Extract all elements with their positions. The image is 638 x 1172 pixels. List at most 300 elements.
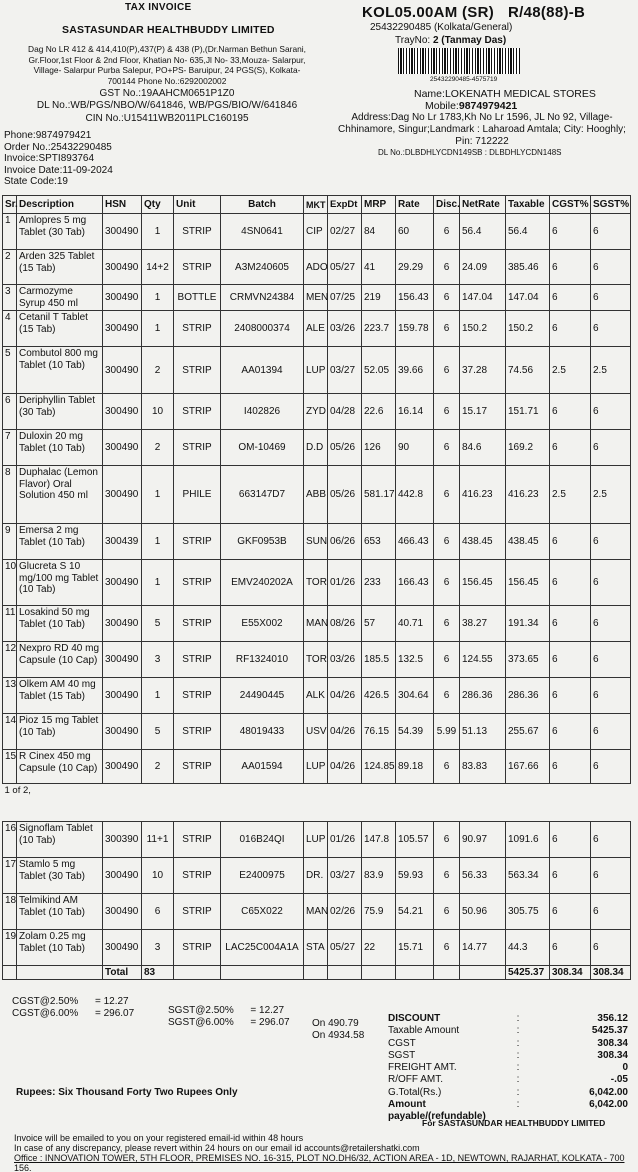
table-cell: 304.64: [396, 678, 434, 714]
invoice-info: [4, 130, 113, 188]
table-cell: CIP: [304, 214, 328, 250]
table-cell: 6: [434, 750, 460, 784]
barcode-image: [398, 48, 520, 74]
table-row: [3, 606, 631, 642]
table-cell: CRMVN24384: [221, 285, 304, 311]
table-cell: 3: [142, 930, 174, 966]
summary-label: FREIGHT AMT.: [388, 1062, 457, 1074]
table-cell: 223.7: [362, 311, 396, 347]
table-cell: 59.93: [396, 858, 434, 894]
table-cell: 84.6: [460, 430, 506, 466]
customer-dl: DL No.:DLBDHLYCDN149SB : DLBDHLYCDN148S: [378, 148, 562, 157]
table-cell: 1: [142, 524, 174, 560]
table-cell: GKF0953B: [221, 524, 304, 560]
table-cell: 6: [550, 560, 591, 606]
table-cell: 147.04: [506, 285, 550, 311]
column-header: HSN: [103, 196, 142, 214]
summary-value: 308.34: [597, 1037, 628, 1049]
table-cell: ADO: [304, 250, 328, 285]
summary-label: Amount payable/(refundable): [388, 1099, 486, 1123]
table-cell: 156.43: [396, 285, 434, 311]
table-cell: 385.46: [506, 250, 550, 285]
table-row: [3, 347, 631, 394]
summary-value: 308.34: [597, 1049, 628, 1061]
table-cell: Signoflam Tablet (10 Tab): [17, 822, 103, 858]
table-cell: 6: [591, 606, 631, 642]
table-cell: 1091.6: [506, 822, 550, 858]
table-cell: 300490: [103, 250, 142, 285]
table-cell: 37.28: [460, 347, 506, 394]
table-row: [3, 214, 631, 250]
table-cell: 08/26: [328, 606, 362, 642]
table-cell: Emersa 2 mg Tablet (10 Tab): [17, 524, 103, 560]
table-cell: 04/28: [328, 394, 362, 430]
table-row: [3, 750, 631, 784]
table-cell: 83.83: [460, 750, 506, 784]
table-cell: 6: [591, 750, 631, 784]
table-row: [3, 822, 631, 858]
table-cell: 02/26: [328, 894, 362, 930]
table-cell: 2.5: [591, 466, 631, 524]
summary-value: 356.12: [597, 1013, 628, 1024]
table-cell: 04/26: [328, 714, 362, 750]
table-cell: 9: [3, 524, 17, 560]
table-cell: 48019433: [221, 714, 304, 750]
table-cell: 07/25: [328, 285, 362, 311]
table-row: [3, 524, 631, 560]
column-header: ExpDt: [328, 196, 362, 214]
table-cell: 57: [362, 606, 396, 642]
table-cell: 6: [550, 822, 591, 858]
table-cell: 016B24QI: [221, 822, 304, 858]
column-header: Unit: [174, 196, 221, 214]
customer-address: Address:Dag No Lr 1783,Kh No Lr 1596, JL No 92, Village-Chhinamore, Singur;Landmark : Laharoad Amtala; City: Hooghly; Pin: 712222: [338, 112, 626, 147]
table-cell: E2400975: [221, 858, 304, 894]
table-row: [3, 560, 631, 606]
table-cell: 6: [591, 678, 631, 714]
table-cell: 653: [362, 524, 396, 560]
table-cell: 22.6: [362, 394, 396, 430]
table-cell: 44.3: [506, 930, 550, 966]
table-cell: AA01394: [221, 347, 304, 394]
table-cell: 156.45: [460, 560, 506, 606]
table-cell: 151.71: [506, 394, 550, 430]
table-cell: 6: [591, 250, 631, 285]
summary-value: 0: [622, 1062, 628, 1074]
table-cell: 185.5: [362, 642, 396, 678]
tax-summary-sgst: [168, 1005, 290, 1029]
table-cell: C65X022: [221, 894, 304, 930]
table-cell: 29.29: [396, 250, 434, 285]
summary-colon: :: [516, 1025, 520, 1037]
table-cell: 6: [434, 311, 460, 347]
column-header: Batch: [221, 196, 304, 214]
table-cell: 132.5: [396, 642, 434, 678]
name-value: LOKENATH MEDICAL STORES: [444, 88, 596, 100]
table-row: [3, 285, 631, 311]
total-cell: 83: [142, 966, 174, 980]
table-cell: 300490: [103, 930, 142, 966]
table-cell: STRIP: [174, 560, 221, 606]
table-cell: 1: [142, 214, 174, 250]
table-cell: 15.17: [460, 394, 506, 430]
total-cell: Total: [103, 966, 142, 980]
items-body: [3, 214, 631, 980]
table-cell: 1: [142, 311, 174, 347]
column-header: Qty: [142, 196, 174, 214]
tray-label: TrayNo:: [395, 35, 433, 46]
table-cell: Losakind 50 mg Tablet (10 Tab): [17, 606, 103, 642]
table-cell: 2.5: [550, 466, 591, 524]
summary-row: [388, 1013, 628, 1025]
company-name: SASTASUNDAR HEALTHBUDDY LIMITED: [62, 24, 275, 36]
table-cell: STRIP: [174, 250, 221, 285]
table-cell: 6: [434, 858, 460, 894]
table-cell: 563.34: [506, 858, 550, 894]
table-cell: 56.4: [460, 214, 506, 250]
column-header: MKT: [304, 196, 328, 214]
table-cell: Glucreta S 10 mg/100 mg Tablet (10 Tab): [17, 560, 103, 606]
table-cell: 6: [434, 930, 460, 966]
table-cell: MEN: [304, 285, 328, 311]
table-cell: 300490: [103, 560, 142, 606]
table-cell: 04/26: [328, 678, 362, 714]
table-cell: 300490: [103, 285, 142, 311]
table-cell: 124.55: [460, 642, 506, 678]
footer-line: Invoice will be emailed to you on your registered email-id within 48 hours: [14, 1133, 304, 1143]
state-code: State Code:19: [4, 176, 68, 187]
table-cell: 6: [434, 466, 460, 524]
table-cell: Deriphyllin Tablet (30 Tab): [17, 394, 103, 430]
table-cell: RF1324010: [221, 642, 304, 678]
footer-line: In case of any discrepancy, please revert within 24 hours on our email id accounts@retailershatki.com: [14, 1143, 420, 1153]
sgst-2.5-label: SGST@2.50%: [168, 1005, 234, 1016]
column-header: Rate: [396, 196, 434, 214]
table-cell: DR.: [304, 858, 328, 894]
table-cell: 03/27: [328, 858, 362, 894]
table-cell: 6: [591, 394, 631, 430]
table-cell: 147.8: [362, 822, 396, 858]
summary-label: G.Total(Rs.): [388, 1086, 442, 1098]
table-cell: AA01594: [221, 750, 304, 784]
table-cell: 167.66: [506, 750, 550, 784]
table-cell: 02/27: [328, 214, 362, 250]
table-cell: STA: [304, 930, 328, 966]
table-cell: 8: [3, 466, 17, 524]
table-cell: 2.5: [591, 347, 631, 394]
column-header: Description: [17, 196, 103, 214]
footer-office: Office : INNOVATION TOWER, 5TH FLOOR, PREMISES NO. 16-315, PLOT NO.DH6/32, ACTION AREA - 1D, NEWTOWN, RAJARHAT, KOLKATA - 700 156.: [14, 1153, 625, 1172]
table-cell: STRIP: [174, 347, 221, 394]
table-cell: 14.77: [460, 930, 506, 966]
table-cell: 40.71: [396, 606, 434, 642]
table-cell: 6: [434, 606, 460, 642]
table-cell: TOR: [304, 642, 328, 678]
table-cell: 373.65: [506, 642, 550, 678]
table-cell: 156.45: [506, 560, 550, 606]
table-cell: 6: [591, 642, 631, 678]
column-header: Disc.: [434, 196, 460, 214]
table-cell: 300490: [103, 311, 142, 347]
address-line: 700144 Phone No.:6292002002: [107, 75, 227, 86]
table-cell: 159.78: [396, 311, 434, 347]
table-cell: 50.96: [460, 894, 506, 930]
table-cell: 6: [591, 430, 631, 466]
table-cell: I402826: [221, 394, 304, 430]
address-line: Village- Salarpur Purba Salepur, PO+PS- Baruipur, 24 PGS(S), Kolkata-: [33, 65, 301, 75]
table-cell: R Cinex 450 mg Capsule (10 Cap): [17, 750, 103, 784]
address-line: Gr.Floor,1st Floor & 2nd Floor, Khatian No- 635,Jl No- 33,Mouza- Salarpur,: [28, 54, 306, 65]
invoice-title: TAX INVOICE: [125, 2, 192, 13]
table-cell: 6: [434, 214, 460, 250]
table-cell: 5.99: [434, 714, 460, 750]
column-header: SGST%: [591, 196, 631, 214]
table-cell: 6: [591, 858, 631, 894]
table-cell: 16: [3, 822, 17, 858]
table-row: [3, 311, 631, 347]
table-cell: 75.9: [362, 894, 396, 930]
table-cell: 6: [550, 642, 591, 678]
table-cell: 300490: [103, 750, 142, 784]
table-cell: 166.43: [396, 560, 434, 606]
tax-base: [312, 1018, 364, 1042]
table-cell: 90: [396, 430, 434, 466]
table-cell: STRIP: [174, 642, 221, 678]
customer-mobile: [425, 100, 517, 112]
summary-label: DISCOUNT: [388, 1013, 441, 1024]
table-cell: 1: [142, 560, 174, 606]
table-cell: MAN: [304, 606, 328, 642]
table-cell: STRIP: [174, 714, 221, 750]
summary-label: SGST: [388, 1049, 416, 1061]
tray-number: [395, 35, 506, 46]
table-cell: 2: [142, 347, 174, 394]
table-cell: 2.5: [550, 347, 591, 394]
total-cell: [304, 966, 328, 980]
table-cell: 51.13: [460, 714, 506, 750]
table-cell: 56.4: [506, 214, 550, 250]
table-cell: 6: [550, 894, 591, 930]
mobile-value: 9874979421: [458, 100, 518, 112]
table-cell: 6: [550, 930, 591, 966]
summary-colon: :: [516, 1086, 520, 1098]
table-cell: 300490: [103, 642, 142, 678]
total-cell: [3, 966, 17, 980]
dl-number: DL No.:WB/PGS/NBO/W/641846, WB/PGS/BIO/W/641846: [36, 100, 298, 111]
table-cell: 01/26: [328, 560, 362, 606]
summary-row: [388, 1062, 628, 1074]
table-cell: 6: [591, 214, 631, 250]
table-cell: 286.36: [460, 678, 506, 714]
table-cell: PHILE: [174, 466, 221, 524]
table-cell: 05/26: [328, 466, 362, 524]
table-cell: 305.75: [506, 894, 550, 930]
table-cell: 6: [434, 822, 460, 858]
table-row: [3, 250, 631, 285]
summary-colon: :: [516, 1037, 520, 1049]
table-cell: 6: [434, 678, 460, 714]
table-cell: Telmikind AM Tablet (10 Tab): [17, 894, 103, 930]
table-cell: 1: [3, 214, 17, 250]
table-cell: 6: [591, 524, 631, 560]
table-cell: 10: [142, 858, 174, 894]
table-cell: 56.33: [460, 858, 506, 894]
page-break-row: [3, 784, 631, 822]
table-cell: 05/26: [328, 430, 362, 466]
total-cell: [17, 966, 103, 980]
table-row: [3, 394, 631, 430]
table-cell: STRIP: [174, 311, 221, 347]
table-cell: 426.5: [362, 678, 396, 714]
table-cell: 6: [550, 858, 591, 894]
table-cell: Amlopres 5 mg Tablet (30 Tab): [17, 214, 103, 250]
table-cell: 300490: [103, 466, 142, 524]
table-cell: 4SN0641: [221, 214, 304, 250]
barcode-number: 25432290485-4575719: [430, 76, 498, 83]
total-cell: [396, 966, 434, 980]
summary-row: [388, 1050, 628, 1062]
table-cell: MAN: [304, 894, 328, 930]
table-cell: 169.2: [506, 430, 550, 466]
table-cell: 105.57: [396, 822, 434, 858]
table-cell: 300490: [103, 678, 142, 714]
table-cell: 04/26: [328, 750, 362, 784]
total-cell: [328, 966, 362, 980]
table-cell: STRIP: [174, 822, 221, 858]
tax-base-2.5: On 490.79: [312, 1018, 359, 1029]
for-company: For SASTASUNDAR HEALTHBUDDY LIMITED: [422, 1118, 606, 1128]
route-batch: R/48(88)-B: [508, 4, 586, 21]
table-cell: 6: [591, 285, 631, 311]
table-cell: 90.97: [460, 822, 506, 858]
table-cell: 18: [3, 894, 17, 930]
table-cell: 5: [142, 606, 174, 642]
table-cell: 6: [434, 250, 460, 285]
table-cell: 16.14: [396, 394, 434, 430]
table-row: [3, 430, 631, 466]
total-cell: 308.34: [550, 966, 591, 980]
table-cell: STRIP: [174, 394, 221, 430]
company-address: [2, 44, 332, 86]
table-cell: 6: [550, 678, 591, 714]
summary-row: [388, 1025, 628, 1037]
table-cell: 05/27: [328, 250, 362, 285]
table-cell: 3: [142, 642, 174, 678]
table-cell: 147.04: [460, 285, 506, 311]
tax-base-6: On 4934.58: [312, 1030, 365, 1041]
table-cell: 10: [142, 394, 174, 430]
cgst-2.5-label: CGST@2.50%: [12, 996, 79, 1007]
customer-name: [414, 88, 596, 100]
table-cell: 4: [3, 311, 17, 347]
cin-number: CIN No.:U15411WB2011PLC160195: [85, 113, 249, 124]
table-cell: Stamlo 5 mg Tablet (30 Tab): [17, 858, 103, 894]
table-cell: Combutol 800 mg Tablet (10 Tab): [17, 347, 103, 394]
table-cell: 466.43: [396, 524, 434, 560]
gst-number: GST No.:19AAHCM0651P1Z0: [99, 88, 235, 99]
table-cell: E55X002: [221, 606, 304, 642]
address-line: Dag No LR 412 & 414,410(P),437(P) & 438 (P),(Dr.Narman Bethun Sarani,: [28, 44, 306, 54]
phone: Phone:9874979421: [4, 130, 92, 141]
table-cell: 12: [3, 642, 17, 678]
column-header: Sr.: [3, 196, 17, 214]
total-cell: [362, 966, 396, 980]
column-header: MRP: [362, 196, 396, 214]
summary-colon: :: [516, 1049, 520, 1061]
table-cell: 84: [362, 214, 396, 250]
table-cell: 191.34: [506, 606, 550, 642]
table-cell: 300390: [103, 822, 142, 858]
table-cell: SUN: [304, 524, 328, 560]
table-cell: 03/26: [328, 311, 362, 347]
table-cell: Duphalac (Lemon Flavor) Oral Solution 450 ml: [17, 466, 103, 524]
table-cell: 22: [362, 930, 396, 966]
table-cell: 150.2: [460, 311, 506, 347]
table-cell: 6: [550, 524, 591, 560]
total-row: [3, 966, 631, 980]
table-cell: Duloxin 20 mg Tablet (10 Tab): [17, 430, 103, 466]
table-cell: LUP: [304, 347, 328, 394]
table-cell: 1: [142, 678, 174, 714]
summary-label: CGST: [388, 1037, 416, 1049]
footer-notes: [14, 1133, 634, 1172]
table-cell: 6: [550, 311, 591, 347]
summary-row: [388, 1074, 628, 1086]
table-cell: 11: [3, 606, 17, 642]
table-cell: 6: [591, 822, 631, 858]
table-cell: 300490: [103, 347, 142, 394]
table-cell: 300490: [103, 430, 142, 466]
column-header: Taxable: [506, 196, 550, 214]
column-header: CGST%: [550, 196, 591, 214]
table-cell: 416.23: [460, 466, 506, 524]
total-cell: 308.34: [591, 966, 631, 980]
table-cell: 2: [3, 250, 17, 285]
table-cell: ZYD: [304, 394, 328, 430]
summary-colon: :: [516, 1062, 520, 1074]
table-cell: 255.67: [506, 714, 550, 750]
summary-value: 5425.37: [591, 1025, 628, 1037]
summary-row: [388, 1087, 628, 1099]
table-cell: Cetanil T Tablet (15 Tab): [17, 311, 103, 347]
cgst-6-value: = 296.07: [94, 1008, 135, 1019]
table-cell: Nexpro RD 40 mg Capsule (10 Cap): [17, 642, 103, 678]
table-cell: 14: [3, 714, 17, 750]
total-cell: [221, 966, 304, 980]
amount-in-words: Rupees: Six Thousand Forty Two Rupees Only: [16, 1087, 238, 1098]
order-sub: 25432290485 (Kolkata/General): [370, 22, 513, 33]
table-cell: 2408000374: [221, 311, 304, 347]
route-code: [362, 4, 586, 21]
invoice-date: Invoice Date:11-09-2024: [4, 164, 113, 176]
table-cell: 2: [142, 430, 174, 466]
table-cell: 15.71: [396, 930, 434, 966]
table-cell: 76.15: [362, 714, 396, 750]
table-cell: Olkem AM 40 mg Tablet (15 Tab): [17, 678, 103, 714]
table-cell: BOTTLE: [174, 285, 221, 311]
table-cell: 438.45: [460, 524, 506, 560]
table-cell: A3M240605: [221, 250, 304, 285]
table-cell: 6: [591, 930, 631, 966]
table-cell: 6: [550, 250, 591, 285]
table-cell: 6: [434, 560, 460, 606]
table-cell: Carmozyme Syrup 450 ml: [17, 285, 103, 311]
invoice-number: Invoice:SPTI893764: [4, 153, 95, 164]
table-cell: STRIP: [174, 678, 221, 714]
items-table: [2, 195, 631, 980]
table-cell: 6: [434, 347, 460, 394]
summary-label: Taxable Amount: [388, 1025, 460, 1037]
